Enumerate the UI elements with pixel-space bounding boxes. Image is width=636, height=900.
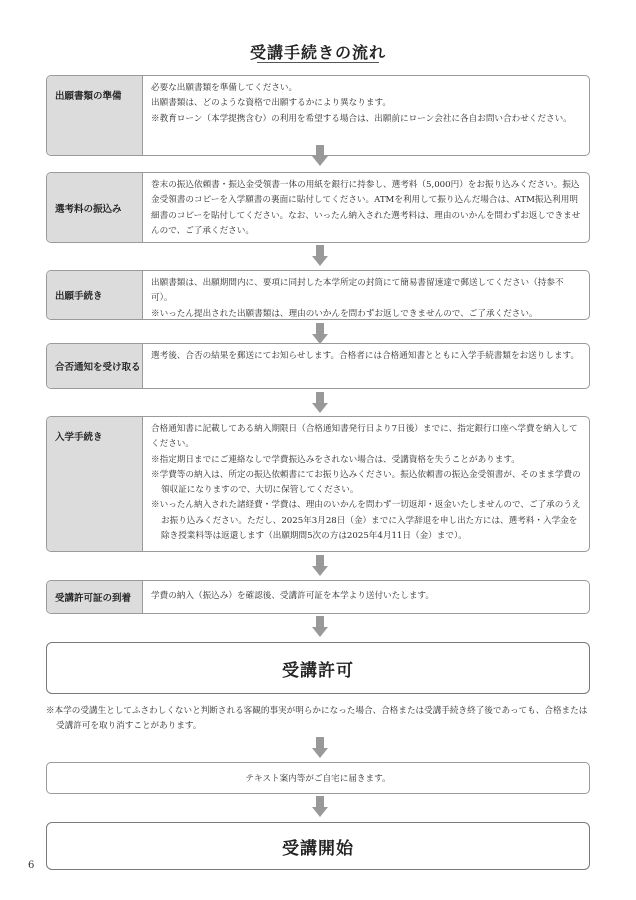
step-label: 出願手続き bbox=[47, 271, 143, 319]
step-text: 合格通知書に記載してある納入期限日（合格通知書発行日より7日後）までに、指定銀行口座へ学費を納入してください。 bbox=[151, 424, 578, 450]
down-arrow-icon bbox=[312, 245, 328, 267]
step-text: 巻末の振込依頼書・振込金受領書一体の用紙を銀行に持参し、選考料（5,000円）をお振り込みください。振込金受領書のコピーを入学願書の裏面に貼付してください。ATMを利用して振り込んだ場合は、ATM振込利用明細書のコピーを貼付してください。なお、いったん納入された選考料は、理由のいかんを問わずお返しできませんので、ご了承ください。 bbox=[151, 180, 581, 236]
step-body bbox=[143, 173, 589, 242]
step-label: 合否通知を受け取る bbox=[47, 344, 143, 388]
step-text: 出願書類は、出願期間内に、要項に同封した本学所定の封筒にて簡易書留速達で郵送してください（持参不可）。 bbox=[151, 278, 564, 304]
course-start-box: 受講開始 bbox=[46, 822, 590, 870]
down-arrow-icon bbox=[312, 616, 328, 638]
permit-box: 受講許可 bbox=[46, 642, 590, 694]
down-arrow-icon bbox=[312, 323, 328, 345]
step-label: 出願書類の準備 bbox=[47, 76, 143, 155]
step-note: ※いったん提出された出願書類は、理由のいかんを問わずお返しできませんので、ご了承ください。 bbox=[151, 308, 538, 319]
step-label: 受講許可証の到着 bbox=[47, 581, 143, 613]
down-arrow-icon bbox=[312, 555, 328, 577]
step-result-notice bbox=[46, 343, 590, 389]
step-text: 必要な出願書類を準備してください。 bbox=[151, 83, 298, 93]
down-arrow-icon bbox=[312, 392, 328, 414]
step-permit-arrival bbox=[46, 580, 590, 614]
step-text: 出願書類は、どのような資格で出願するかにより異なります。 bbox=[151, 98, 391, 109]
step-screening-fee bbox=[46, 172, 590, 243]
step-body bbox=[143, 581, 589, 613]
step-application-documents bbox=[46, 75, 590, 156]
step-note: ※いったん納入された諸経費・学費は、理由のいかんを問わず一切返却・返金いたしませんので、ご了承のうえお振り込みください。ただし、2025年3月28日（金）までに入学辞退を申し出た方には、選考料・入学金を除き授業料等は返還します（出願期間5次の方は2025年4月11日（金）まで）。 bbox=[151, 500, 581, 542]
textbook-box: テキスト案内等がご自宅に届きます。 bbox=[46, 762, 590, 794]
step-body bbox=[143, 271, 589, 319]
step-note: ※指定期日までにご連絡なしで学費振込みをされない場合は、受講資格を失うことがあります。 bbox=[151, 454, 520, 465]
step-note: ※教育ローン（本学提携含む）の利用を希望する場合は、出願前にローン会社に各自お問い合わせください。 bbox=[151, 113, 572, 124]
step-note: ※学費等の納入は、所定の振込依頼書にてお振り込みください。振込依頼書の振込金受領書が、そのまま学費の領収証になりますので、大切に保管してください。 bbox=[151, 469, 581, 496]
step-label: 入学手続き bbox=[47, 417, 143, 551]
page-number: 6 bbox=[28, 860, 35, 871]
step-text: 選考後、合否の結果を郵送にてお知らせします。合格者には合格通知書とともに入学手続書類をお送りします。 bbox=[151, 351, 580, 361]
step-body bbox=[143, 344, 589, 388]
step-label: 選考料の振込み bbox=[47, 173, 143, 242]
step-text: 学費の納入（振込み）を確認後、受講許可証を本学より送付いたします。 bbox=[151, 591, 434, 602]
title-underline bbox=[257, 62, 379, 63]
step-body bbox=[143, 76, 589, 155]
page-title: 受講手続きの流れ bbox=[249, 43, 386, 62]
step-enrollment bbox=[46, 416, 590, 552]
down-arrow-icon bbox=[312, 737, 328, 759]
permit-note: ※本学の受講生としてふさわしくないと判断される客観的事実が明らかになった場合、合格または受講手続き終了後であっても、合格または受講許可を取り消すことがあります。 bbox=[46, 706, 588, 732]
down-arrow-icon bbox=[312, 796, 328, 818]
step-application-procedure bbox=[46, 270, 590, 320]
down-arrow-icon bbox=[312, 145, 328, 167]
step-body bbox=[143, 417, 589, 551]
